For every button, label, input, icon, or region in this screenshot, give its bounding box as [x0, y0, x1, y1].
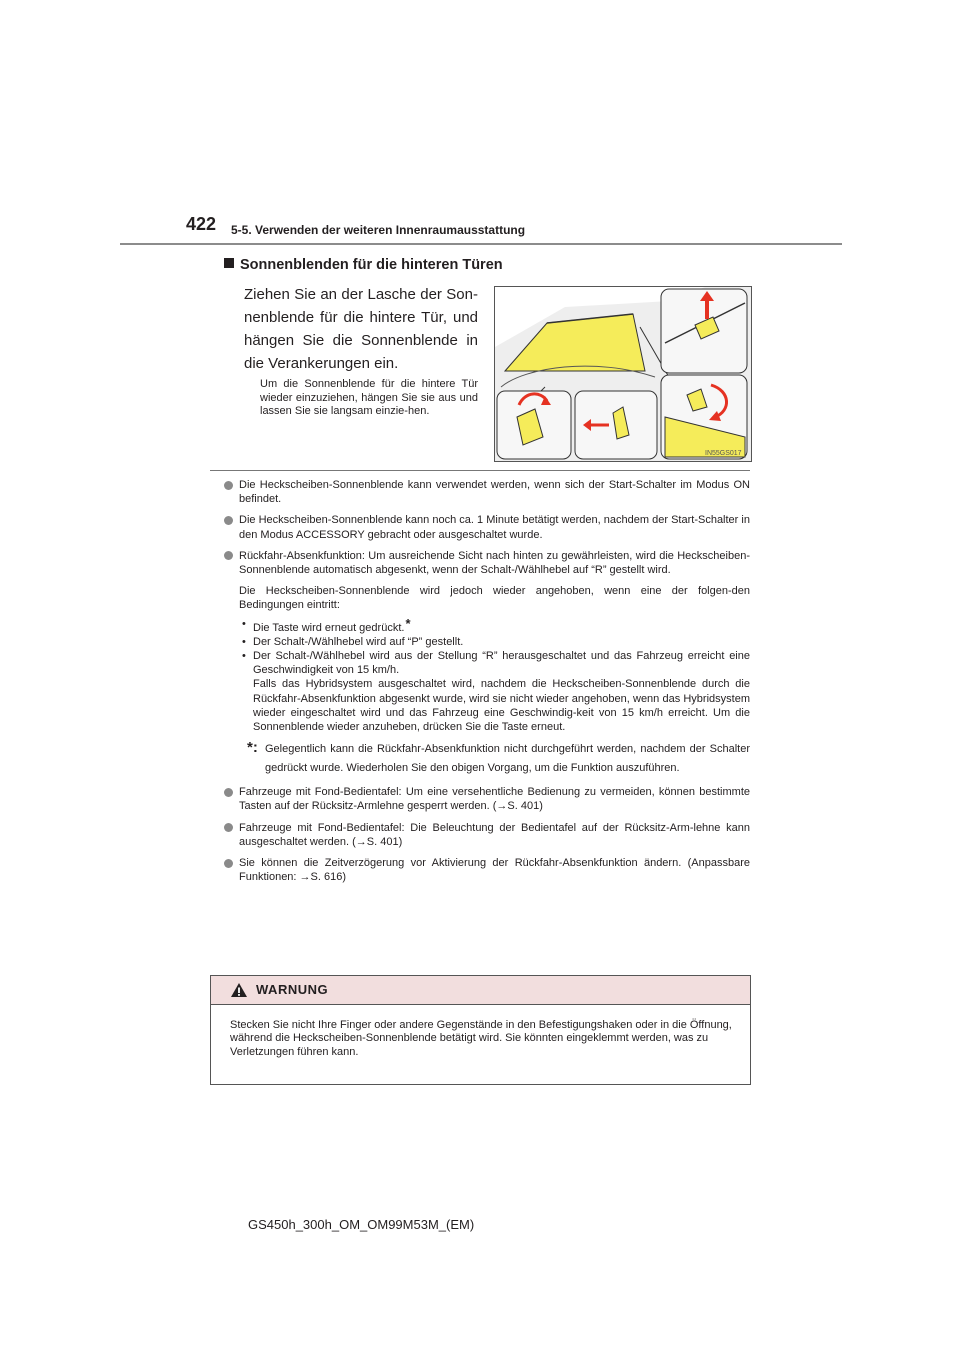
footnote-text: Gelegentlich kann die Rückfahr-Absenkfunktion nicht durchgeführt werden, nachdem der Schalter gedrückt wurde. Wiederholen Sie den obigen Vorgang, um die Funktion auszuführen.: [265, 743, 750, 775]
bullet-dot-icon: [224, 516, 233, 525]
notes-rule: [210, 470, 750, 471]
subheading-text: Sonnenblenden für die hinteren Türen: [240, 257, 503, 273]
footnote-star: *: [405, 615, 411, 631]
bullet-icon: •: [242, 635, 246, 648]
conditions-list: [239, 617, 750, 735]
bullet-icon: •: [242, 617, 246, 630]
instruction-note: Um die Sonnenblende für die hintere Tür wieder einzuziehen, hängen Sie sie aus und lassen Sie sie langsam einzie-hen.: [260, 378, 478, 417]
condition-text: Der Schalt-/Wählhebel wird aus der Stellung “R” herausgeschaltet und das Fahrzeug erreicht eine Geschwindigkeit von 15 km/h.: [253, 650, 750, 677]
bullet-dot-icon: [224, 481, 233, 490]
note-delay-setting: [224, 856, 750, 884]
footnote: [239, 740, 750, 778]
sunshade-diagram: [495, 287, 751, 461]
note-text: Rückfahr-Absenkfunktion: Um ausreichende Sicht nach hinten zu gewährleisten, wird die Heckscheiben-Sonnenblende automatisch abgesenkt, wenn der Schalt-/Wählhebel auf “R” gestellt wird.: [239, 549, 750, 577]
warning-header: [211, 976, 750, 1005]
warning-title: WARNUNG: [256, 982, 329, 997]
section-title: 5-5. Verwenden der weiteren Innenraumausstattung: [231, 223, 526, 237]
header-rule: [120, 243, 842, 245]
note-text: Die Heckscheiben-Sonnenblende kann verwendet werden, wenn sich der Start-Schalter im Modus ON befindet.: [239, 479, 750, 506]
note-reverse-function: [224, 549, 750, 778]
bullet-dot-icon: [224, 551, 233, 560]
condition-text: Der Schalt-/Wählhebel wird auf “P” gestellt.: [253, 635, 464, 648]
warning-text: Stecken Sie nicht Ihre Finger oder andere Gegenstände in den Befestigungshaken oder in die Öffnung, während die Heckscheiben-Sonnenblende betätigt wird. Sie könnten eingeklemmt werden, was zu Verletzungen führen kann.: [230, 1019, 732, 1058]
bullet-dot-icon: [224, 859, 233, 868]
bullet-dot-icon: [224, 823, 233, 832]
illustration-code: IN55GS017: [705, 450, 742, 457]
note-start-switch-on: [224, 478, 750, 506]
note-rear-panel-lock: [224, 785, 750, 813]
note-text: Fahrzeuge mit Fond-Bedientafel: Die Beleuchtung der Bedientafel auf der Rücksitz-Arm-lehne kann ausgeschaltet werden. (→S. 401): [239, 821, 750, 848]
notes-list: [224, 478, 750, 891]
note-rear-panel-light: [224, 821, 750, 849]
footnote-mark: *:: [247, 739, 258, 757]
condition-item: [239, 649, 750, 734]
document-code: GS450h_300h_OM_OM99M53M_(EM): [248, 1217, 475, 1232]
condition-item: [239, 617, 750, 635]
note-conditions-intro: Die Heckscheiben-Sonnenblende wird jedoch wieder angehoben, wenn eine der folgen-den Bedingungen eintritt:: [239, 585, 750, 612]
note-text: Die Heckscheiben-Sonnenblende kann noch ca. 1 Minute betätigt werden, nachdem der Start-Schalter in den Modus ACCESSORY gebracht oder ausgeschaltet wurde.: [239, 514, 750, 541]
note-accessory-mode: [224, 513, 750, 541]
bullet-dot-icon: [224, 788, 233, 797]
condition-text: Die Taste wird erneut gedrückt.: [253, 621, 405, 634]
page-number: 422: [186, 214, 217, 234]
note-text: Sie können die Zeitverzögerung vor Aktivierung der Rückfahr-Absenkfunktion ändern. (Anpassbare Funktionen: →S. 616): [239, 857, 750, 884]
condition-text-continued: Falls das Hybridsystem ausgeschaltet wird, nachdem die Heckscheiben-Sonnenblende durch die Rückfahr-Absenkfunktion abgesenkt wurde, wird sie nicht wieder angehoben, wenn das Hybridsystem wieder eingeschaltet wird und das Fahrzeug eine Geschwindig-keit von 15 km/h erreicht. Um die Sonnenblende wieder anzuheben, drücken Sie die Taste erneut.: [253, 678, 750, 734]
warning-box: [210, 975, 751, 1085]
sunshade-illustration: [494, 286, 752, 462]
warning-triangle-icon: [230, 982, 248, 998]
condition-item: [239, 635, 750, 649]
note-text: Fahrzeuge mit Fond-Bedientafel: Um eine versehentliche Bedienung zu vermeiden, können bestimmte Tasten auf der Rücksitz-Armlehne gesperrt werden. (→S. 401): [239, 786, 750, 813]
instruction-text: Ziehen Sie an der Lasche der Son-nenblende für die hintere Tür, und hängen Sie die Sonnenblende in die Verankerungen ein.: [244, 286, 478, 372]
bullet-icon: •: [242, 650, 246, 663]
subheading: [224, 257, 503, 273]
square-bullet-icon: [224, 258, 234, 268]
